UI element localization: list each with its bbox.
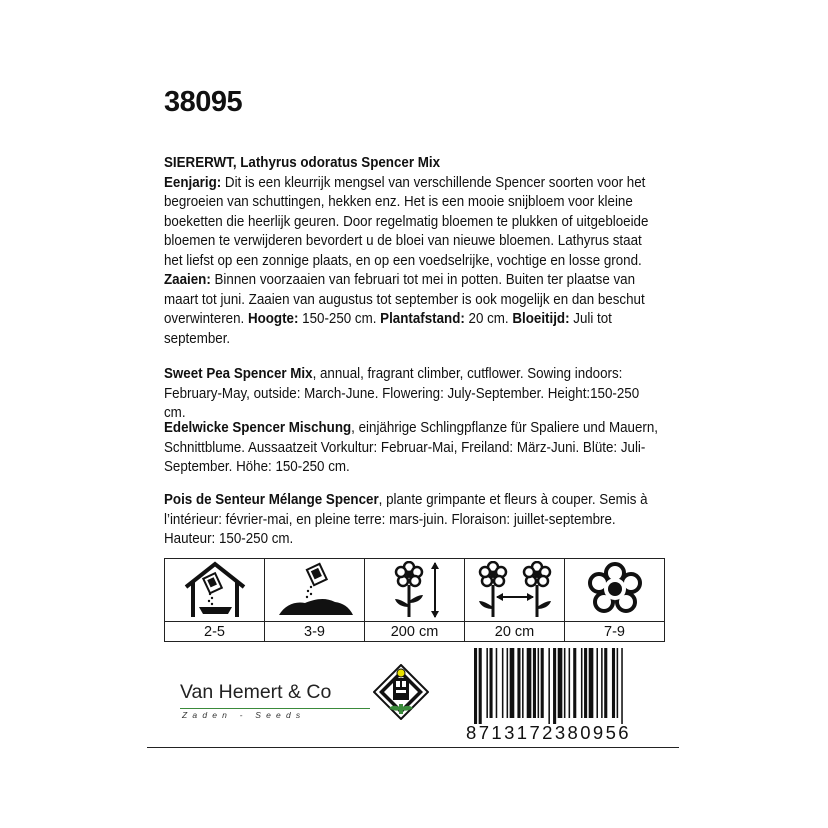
hoogte-text: 150-250 cm. (298, 310, 381, 327)
eenjarig-label: Eenjarig: (164, 173, 222, 191)
french-description (164, 490, 664, 549)
plantafstand-label: Plantafstand: (380, 310, 465, 327)
outdoor-sowing-months: 3-9 (304, 623, 325, 640)
french-text: , plante grimpante et fleurs à couper. Semis à l’intérieur: février-mai, en pleine terre: mars-juin. Floraison: juillet-septembre. Hauteur: 150-250 cm. (164, 491, 648, 547)
german-name: Edelwicke Spencer Mischung (164, 419, 352, 436)
barcode-icon (472, 648, 654, 724)
flowering-cell (565, 559, 664, 641)
english-description (164, 364, 664, 423)
indoor-sowing-months: 2-5 (204, 623, 225, 640)
german-description (164, 418, 664, 477)
brand-tagline: Zaden - Seeds (182, 710, 306, 720)
brand-underline (180, 708, 370, 709)
barcode-number: 8713172380956 (466, 722, 631, 743)
dutch-description (164, 153, 664, 348)
flowering-months: 7-9 (604, 623, 625, 640)
hoogte-label: Hoogte: (247, 310, 299, 327)
eenjarig-text: Dit is een kleurrijk mengsel van verschillende Spencer soorten voor het begroeien van schuttingen, hekken enz. Het is een mooie snijbloem voor kleine boeketten die heerlijk geuren. Door regelmatig bloemen te plukken of uitgebloeide bloemen te verwijderen bevordert u de bloei van nieuwe bloemen. Lathyrus staat het liefst op een zonnige plaats, en op een voedselrijke, vochtige en losse grond. (164, 173, 649, 269)
english-text: , annual, fragrant climber, cutflower. Sowing indoors: February-May, outside: March-June. Flowering: July-September. Height:150-250 cm. (164, 365, 640, 421)
bloeitijd-label: Bloeitijd: (512, 310, 570, 327)
plant-height-value: 200 cm (390, 623, 439, 640)
bloeitijd-text: Juli tot september. (164, 310, 612, 347)
german-text: , einjährige Schlingpflanze für Spaliere und Mauern, Schnittblume. Aussaatzeit Vorkultur: Februar-Mai, Freiland: März-Juni. Blüte: Juli-September. Höhe: 150-250 cm. (164, 419, 659, 475)
plant-spacing-value: 20 cm (494, 623, 535, 640)
plantafstand-text: 20 cm. (464, 310, 513, 327)
brand-logo-icon (373, 664, 429, 720)
sowing-info-table (164, 558, 665, 642)
plant-height-cell (365, 559, 465, 641)
plant-height-icon (375, 561, 455, 619)
zaaien-label: Zaaien: (164, 271, 211, 288)
brand-name: Van Hemert & Co (180, 681, 332, 703)
plant-spacing-cell (465, 559, 565, 641)
zaaien-text: Binnen voorzaaien van februari tot mei in potten. Buiten ter plaatse van maart tot juni. Zaaien van augustus tot september is ook mogelijk en dan beschut overwinteren. (164, 271, 645, 327)
article-number: 38095 (164, 86, 243, 118)
dutch-title: SIERERWT, Lathyrus odoratus Spencer Mix (164, 154, 441, 171)
indoor-sowing-icon (180, 561, 250, 619)
flowering-icon (585, 561, 645, 619)
outdoor-sowing-icon (275, 561, 355, 619)
french-name: Pois de Senteur Mélange Spencer (164, 491, 379, 508)
outdoor-sowing-cell (265, 559, 365, 641)
bottom-rule (147, 747, 679, 748)
english-name: Sweet Pea Spencer Mix (164, 365, 313, 382)
indoor-sowing-cell (165, 559, 265, 641)
plant-spacing-icon (473, 561, 557, 619)
